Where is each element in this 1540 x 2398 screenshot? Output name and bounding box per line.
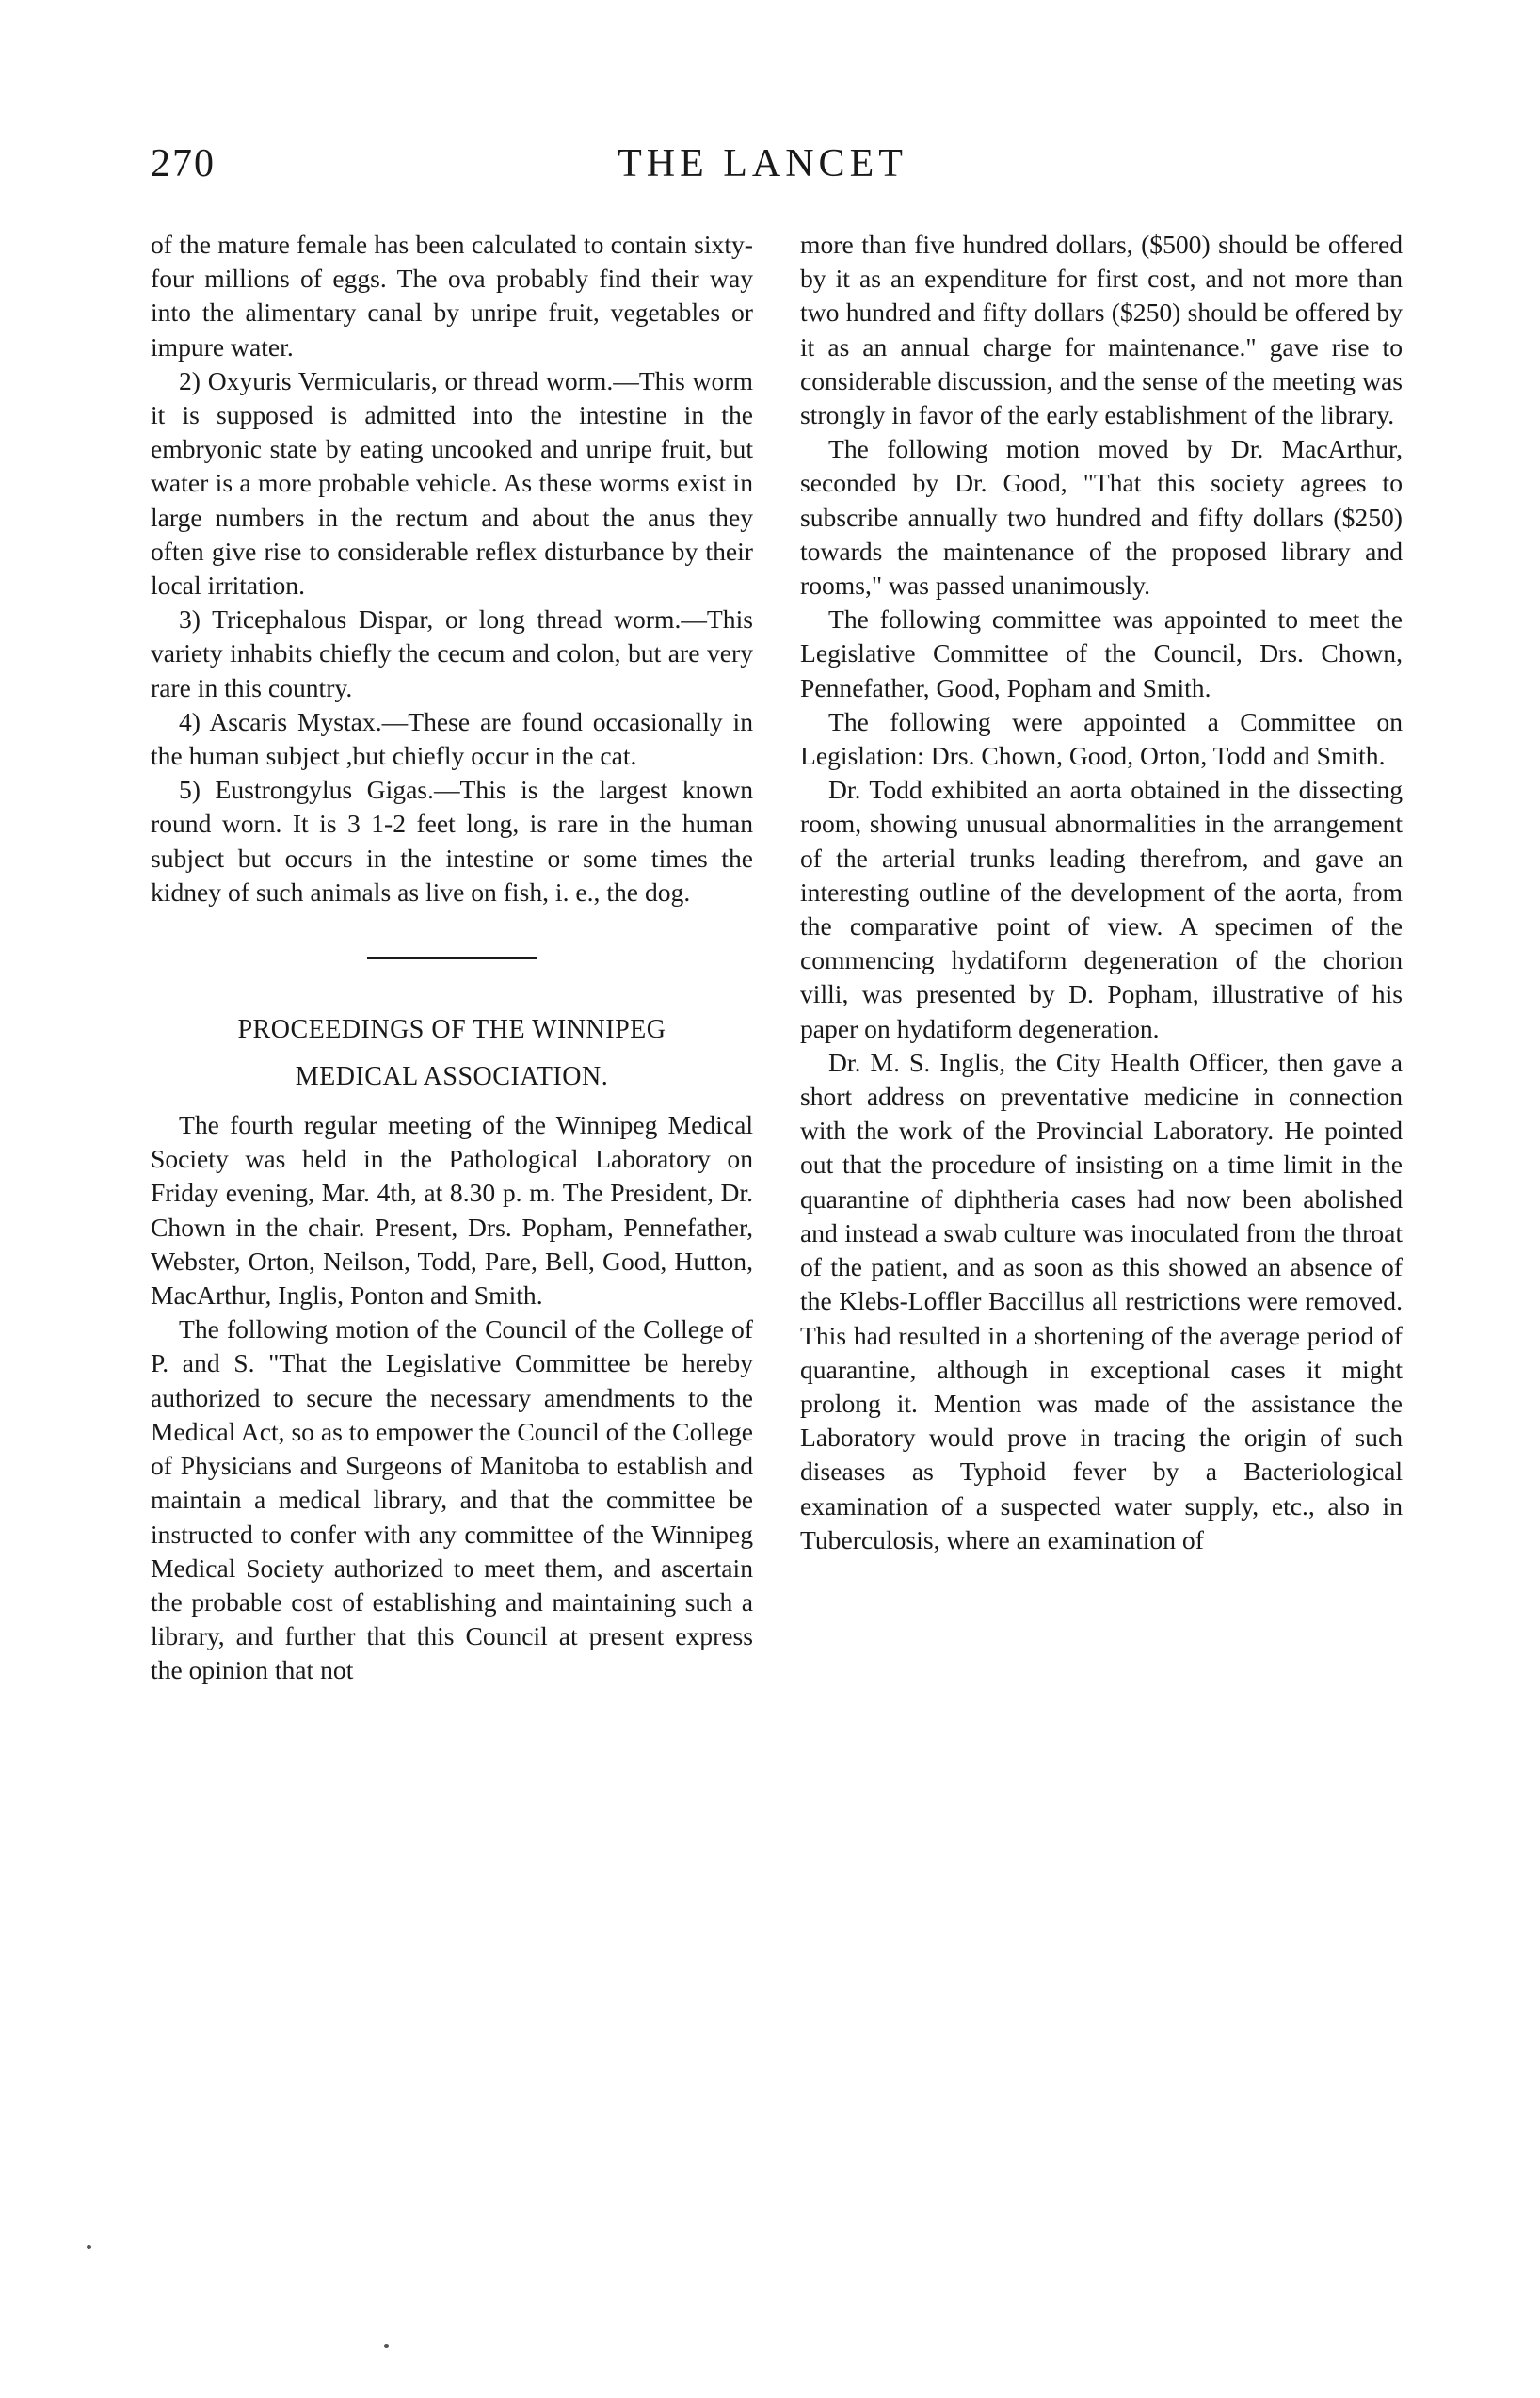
page-number: 270 (151, 142, 216, 185)
paragraph: of the mature female has been calculated to contain sixty-four millions of eggs. The ova probably find their way into the alimentary canal by unripe fruit, vegetables or impure water. (151, 230, 753, 362)
scan-speck (384, 2344, 389, 2348)
section-heading-line: PROCEEDINGS OF THE WINNIPEG (237, 1015, 666, 1045)
section-divider (367, 957, 537, 959)
paragraph: Dr. M. S. Inglis, the City Health Officer, then gave a short address on preventative medicine in connection with the work of the Provincial Laboratory. He pointed out that the procedure of insisting on a time limit in the quarantine of diphtheria cases had now been abolished and instead a swab culture was inoculated from the throat of the patient, and as soon as this showed an absence of the Klebs-Loffler Baccillus all restrictions were removed. This had resulted in a shortening of the average period of quarantine, although in exceptional cases it might prolong it. Mention was made of the assistance the Laboratory would prove in tracing the origin of such diseases as Typhoid fever by a Bacteriological examination of a suspected water supply, etc., also in Tuberculosis, where an examination of (800, 1047, 1403, 1554)
section-heading (151, 1006, 753, 1101)
paragraph: 5) Eustrongylus Gigas.—This is the largest known round worn. It is 3 1-2 feet long, is rare in the human subject but occurs in the intestine or some times the kidney of such animals as live on fish, i. e., the dog. (151, 775, 753, 907)
paragraph: 4) Ascaris Mystax.—These are found occasionally in the human subject ,but chiefly occur in the cat. (151, 706, 753, 771)
paragraph: The following motion moved by Dr. MacArthur, seconded by Dr. Good, "That this society agrees to subscribe annually two hundred and fifty dollars ($250) towards the maintenance of the proposed library and rooms," was passed unanimously. (800, 434, 1403, 601)
right-column (800, 228, 1403, 1557)
paragraph: Dr. Todd exhibited an aorta obtained in the dissecting room, showing unusual abnormalities in the arrangement of the arterial trunks leading therefrom, and gave an interesting outline of the development of the aorta, from the comparative point of view. A specimen of the commencing hydatiform degeneration of the chorion villi, was presented by D. Popham, illustrative of his paper on hydatiform degeneration. (800, 775, 1403, 1043)
paragraph: more than five hundred dollars, ($500) should be offered by it as an expenditure for first cost, and not more than two hundred and fifty dollars ($250) should be offered by it as an annual charge for maintenance." gave rise to considerable discussion, and the sense of the meeting was strongly in favor of the early establishment of the library. (800, 230, 1403, 430)
journal-title: THE LANCET (618, 142, 907, 185)
paragraph: 3) Tricephalous Dispar, or long thread worm.—This variety inhabits chiefly the cecum and colon, but are very rare in this country. (151, 604, 753, 702)
left-column (151, 228, 753, 1688)
paragraph: The following motion of the Council of the College of P. and S. "That the Legislative Committee be hereby authorized to secure the necessary amendments to the Medical Act, so as to empower the Council of the College of Physicians and Surgeons of Manitoba to establish and maintain a medical library, and that the committee be instructed to confer with any committee of the Winnipeg Medical Society authorized to meet them, and ascertain the probable cost of establishing and maintaining such a library, and further that this Council at present express the opinion that not (151, 1314, 753, 1685)
section-heading-line: MEDICAL ASSOCIATION. (295, 1062, 609, 1092)
paragraph: The following committee was appointed to meet the Legislative Committee of the Council, Drs. Chown, Pennefather, Good, Popham and Smith. (800, 604, 1403, 702)
paragraph: 2) Oxyuris Vermicularis, or thread worm.—This worm it is supposed is admitted into the intestine in the embryonic state by eating uncooked and unripe fruit, but water is a more probable vehicle. As these worms exist in large numbers in the rectum and about the anus they often give rise to considerable reflex disturbance by their local irritation. (151, 365, 753, 601)
paragraph: The fourth regular meeting of the Winnipeg Medical Society was held in the Pathological Laboratory on Friday evening, Mar. 4th, at 8.30 p. m. The President, Dr. Chown in the chair. Present, Drs. Popham, Pennefather, Webster, Orton, Neilson, Todd, Pare, Bell, Good, Hutton, MacArthur, Inglis, Ponton and Smith. (151, 1110, 753, 1311)
scan-speck (87, 2245, 91, 2249)
page-header (0, 141, 1540, 198)
paragraph: The following were appointed a Committee on Legislation: Drs. Chown, Good, Orton, Todd and Smith. (800, 706, 1403, 771)
